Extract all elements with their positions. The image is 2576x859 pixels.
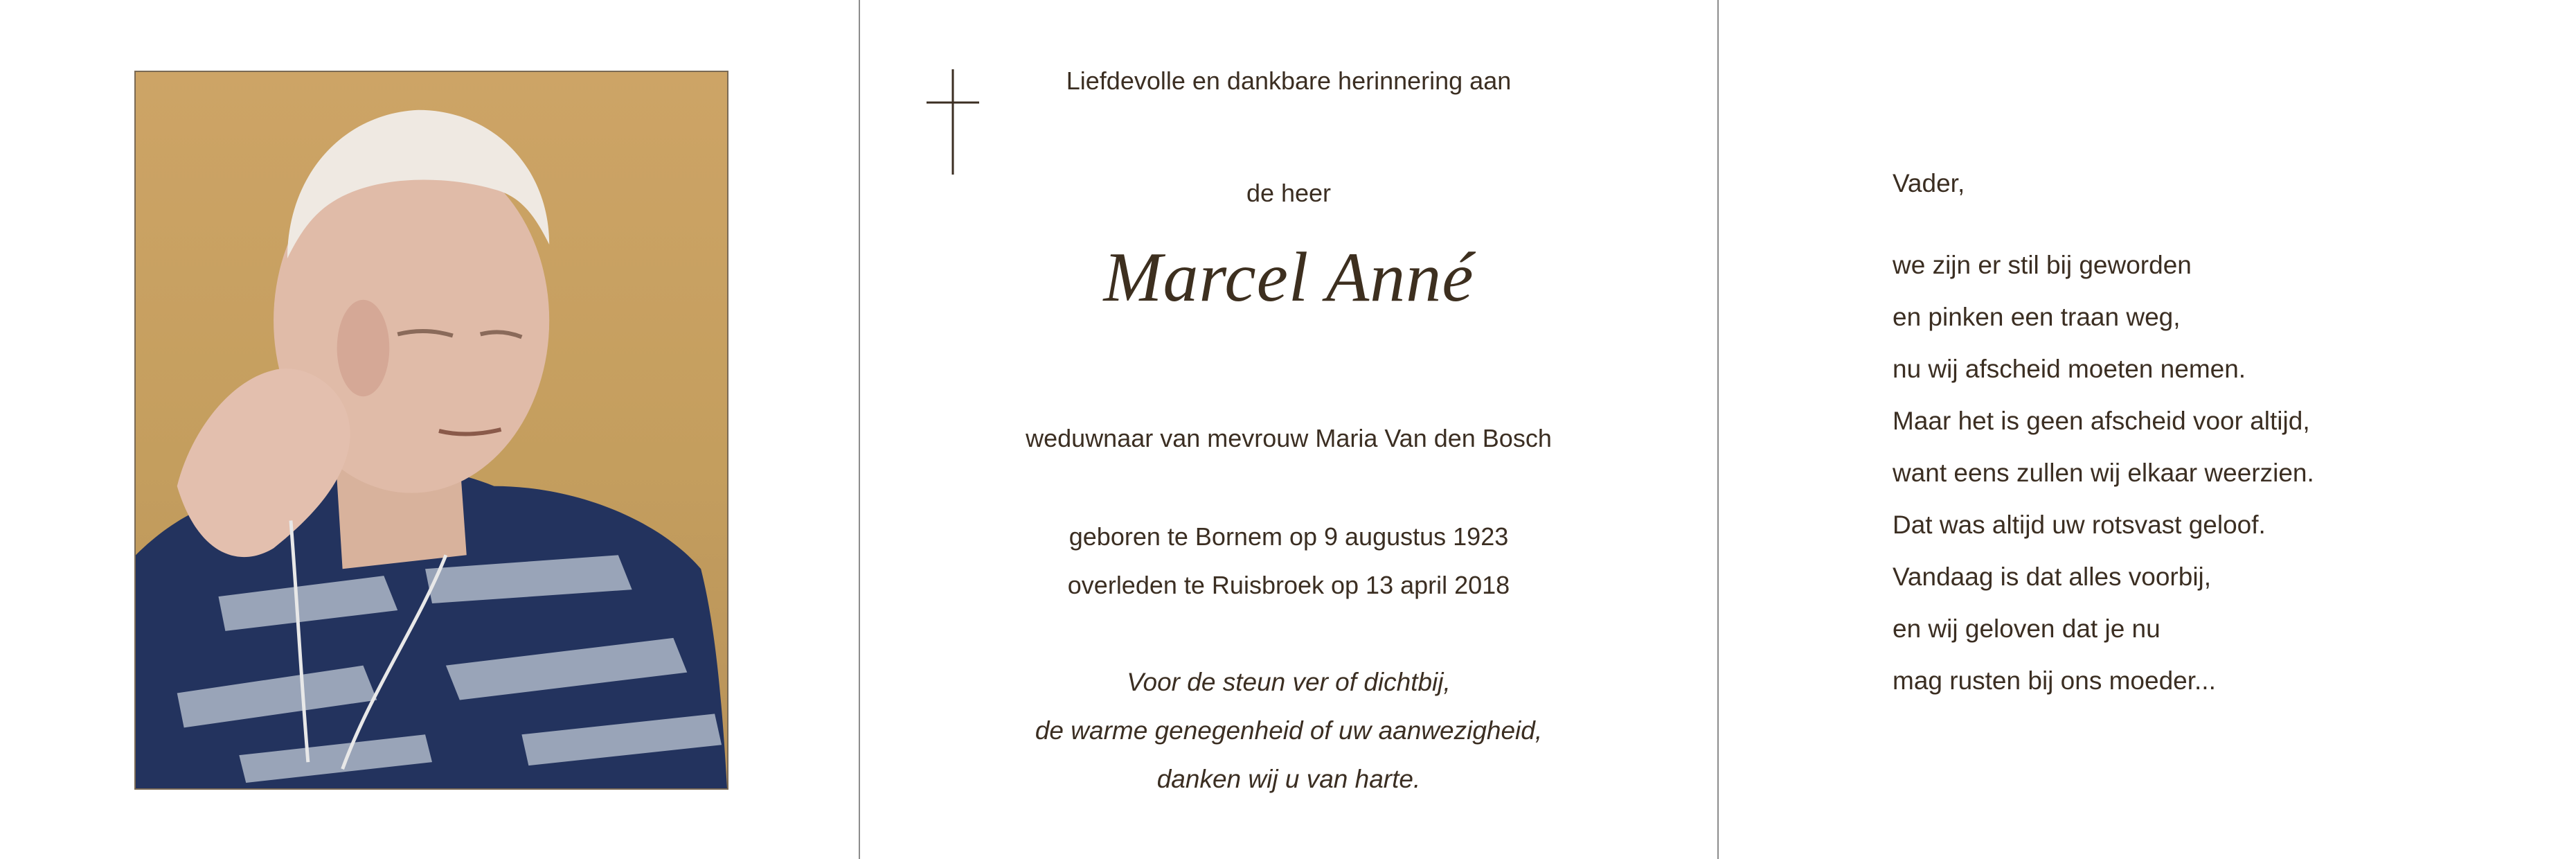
widower-text: weduwnaar van mevrouw Maria Van den Bosch (1026, 424, 1552, 452)
poem-line: want eens zullen wij elkaar weerzien. (1893, 459, 2314, 487)
poem-line: we zijn er stil bij geworden (1893, 251, 2192, 279)
poem-line: nu wij afscheid moeten nemen. (1893, 355, 2246, 383)
poem-salutation: Vader, (1893, 169, 1965, 197)
birth-text: geboren te Bornem op 9 augustus 1923 (1068, 522, 1509, 551)
poem-line: mag rusten bij ons moeder... (1893, 666, 2216, 695)
deceased-name: Marcel Anné (1103, 238, 1474, 317)
poem-line: en wij geloven dat je nu (1893, 614, 2161, 643)
poem-line: Dat was altijd uw rotsvast geloof. (1893, 511, 2266, 539)
title-line: de heer (1246, 179, 1332, 207)
thanks-line-2: de warme genegenheid of uw aanwezigheid, (1035, 716, 1543, 745)
poem-line: Maar het is geen afscheid voor altijd, (1893, 407, 2310, 435)
poem-line: en pinken een traan weg, (1893, 303, 2181, 331)
intro-text: Liefdevolle en dankbare herinnering aan (1066, 67, 1512, 95)
death-text: overleden te Ruisbroek op 13 april 2018 (1067, 571, 1510, 599)
poem-line: Vandaag is dat alles voorbij, (1893, 563, 2212, 591)
thanks-line-3: danken wij u van harte. (1156, 765, 1421, 793)
thanks-line-1: Voor de steun ver of dichtbij, (1127, 668, 1451, 696)
